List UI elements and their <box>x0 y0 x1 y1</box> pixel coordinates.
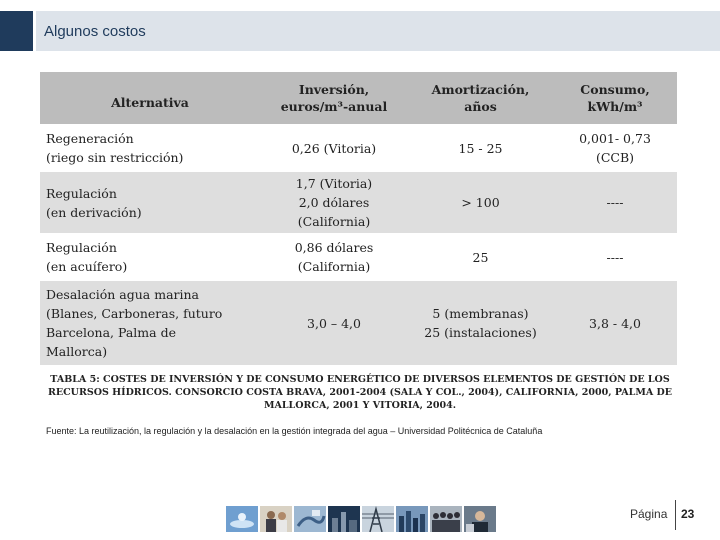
slide-title: Algunos costos <box>44 22 146 40</box>
cell-inversion: 0,26 (Vitoria) <box>260 125 408 171</box>
table-row <box>40 171 677 234</box>
table-header-row <box>40 72 677 125</box>
costs-table <box>40 72 677 367</box>
hands-photo <box>294 506 326 532</box>
cell-inversion: 1,7 (Vitoria) 2,0 dólares (California) <box>260 171 408 234</box>
cell-consumo: 3,8 - 4,0 <box>553 280 677 366</box>
cell-alternativa: Regeneración (riego sin restricción) <box>40 125 260 171</box>
cell-consumo: ---- <box>553 234 677 280</box>
cell-amortizacion: 25 <box>408 234 553 280</box>
header-amortizacion: Amortización, años <box>408 72 553 125</box>
water-drop-photo <box>226 506 258 532</box>
title-bar <box>36 11 720 51</box>
cell-inversion: 0,86 dólares (California) <box>260 234 408 280</box>
accent-block <box>0 11 33 51</box>
page-divider <box>675 500 676 530</box>
power-lines-photo <box>362 506 394 532</box>
header-inversion: Inversión, euros/m³-anual <box>260 72 408 125</box>
cell-amortizacion: 5 (membranas) 25 (instalaciones) <box>408 280 553 366</box>
table-row <box>40 234 677 280</box>
page-label: Página <box>630 507 668 521</box>
cell-amortizacion: > 100 <box>408 171 553 234</box>
cell-amortizacion: 15 - 25 <box>408 125 553 171</box>
costs-table-figure <box>40 72 677 367</box>
table-caption: TABLA 5: COSTES DE INVERSIÓN Y DE CONSUMO ENERGÉTICO DE DIVERSOS ELEMENTOS DE GESTIÓN DE LOS RECURSOS HÍDRICOS. CONSORCIO COSTA BRAVA, 2001-2004 (SALA Y COL., 2004), CALIFORNIA, 2000, PALMA DE MALLORCA, 2001 Y VITORIA, 2004. <box>47 374 673 411</box>
table-row <box>40 280 677 366</box>
cell-consumo: ---- <box>553 171 677 234</box>
header-consumo: Consumo, kWh/m³ <box>553 72 677 125</box>
cell-alternativa: Regulación (en derivación) <box>40 171 260 234</box>
photo-strip <box>226 506 496 532</box>
table-row <box>40 125 677 171</box>
header-alternativa: Alternativa <box>40 72 260 125</box>
group-photo <box>430 506 462 532</box>
industry-photo <box>328 506 360 532</box>
people-photo <box>260 506 292 532</box>
skyline-photo <box>396 506 428 532</box>
cell-alternativa: Desalación agua marina (Blanes, Carboneras, futuro Barcelona, Palma de Mallorca) <box>40 280 260 366</box>
cell-consumo: 0,001- 0,73 (CCB) <box>553 125 677 171</box>
cell-alternativa: Regulación (en acuífero) <box>40 234 260 280</box>
page-number: 23 <box>681 507 695 521</box>
business-photo <box>464 506 496 532</box>
cell-inversion: 3,0 – 4,0 <box>260 280 408 366</box>
source-note: Fuente: La reutilización, la regulación y la desalación en la gestión integrada del agua – Universidad Politécnica de Cataluña <box>46 426 543 436</box>
